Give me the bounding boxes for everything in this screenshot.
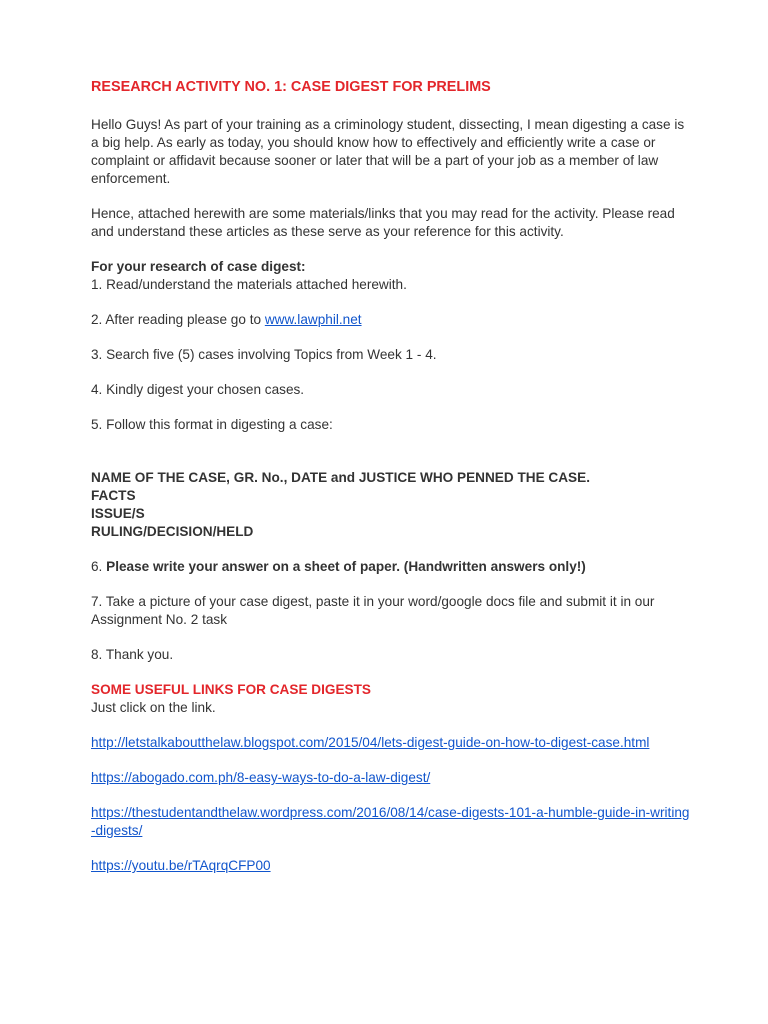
document-title: RESEARCH ACTIVITY NO. 1: CASE DIGEST FOR PRELIMS [91, 79, 491, 95]
links-heading: SOME USEFUL LINKS FOR CASE DIGESTS [91, 682, 371, 697]
step-5: 5. Follow this format in digesting a case: [91, 417, 333, 432]
research-heading: For your research of case digest: [91, 259, 306, 274]
link-1-paragraph [91, 734, 691, 752]
format-line-issues: ISSUE/S [91, 506, 145, 521]
link-3-paragraph [91, 804, 691, 840]
format-line-ruling: RULING/DECISION/HELD [91, 524, 254, 539]
lawphil-link[interactable]: www.lawphil.net [264, 312, 362, 327]
format-line-facts: FACTS [91, 488, 136, 503]
intro-paragraph: Hello Guys! As part of your training as a criminology student, dissecting, I mean digesting a case is a big help. As early as today, you should know how to effectively and efficiently write a case or complaint or affidavit because sooner or later that will be a part of your job as a member of law enforcement. [91, 117, 685, 186]
step-2-text: 2. After reading please go to [91, 312, 265, 327]
link-letstalkaboutthelaw[interactable]: http://letstalkaboutthelaw.blogspot.com/2015/04/lets-digest-guide-on-how-to-digest-case.html [91, 735, 650, 750]
link-abogado[interactable]: https://abogado.com.ph/8-easy-ways-to-do-a-law-digest/ [91, 770, 431, 785]
link-thestudentandthelaw[interactable]: https://thestudentandthelaw.wordpress.com/2016/08/14/case-digests-101-a-humble-guide-in-writing-digests/ [91, 805, 690, 838]
step-2 [91, 311, 691, 329]
links-instruction: Just click on the link. [91, 700, 216, 715]
step-6-number: 6. [91, 559, 107, 574]
step-4: 4. Kindly digest your chosen cases. [91, 382, 305, 397]
link-youtube[interactable]: https://youtu.be/rTAqrqCFP00 [91, 858, 271, 873]
link-4-paragraph [91, 857, 691, 875]
research-section [91, 258, 691, 294]
step-8: 8. Thank you. [91, 647, 174, 662]
step-7: 7. Take a picture of your case digest, paste it in your word/google docs file and submit it in our Assignment No. 2 task [91, 594, 655, 627]
document-page [91, 78, 691, 892]
hence-paragraph: Hence, attached herewith are some materials/links that you may read for the activity. Please read and understand these articles as these serve as your reference for this activity. [91, 206, 675, 239]
link-2-paragraph [91, 769, 691, 787]
step-1: 1. Read/understand the materials attached herewith. [91, 277, 407, 292]
format-line-name: NAME OF THE CASE, GR. No., DATE and JUSTICE WHO PENNED THE CASE. [91, 470, 590, 485]
step-6 [91, 558, 691, 576]
links-section [91, 681, 691, 717]
step-6-bold-text: Please write your answer on a sheet of paper. (Handwritten answers only!) [106, 559, 586, 574]
digest-format-block [91, 469, 691, 541]
step-3: 3. Search five (5) cases involving Topics from Week 1 - 4. [91, 347, 437, 362]
